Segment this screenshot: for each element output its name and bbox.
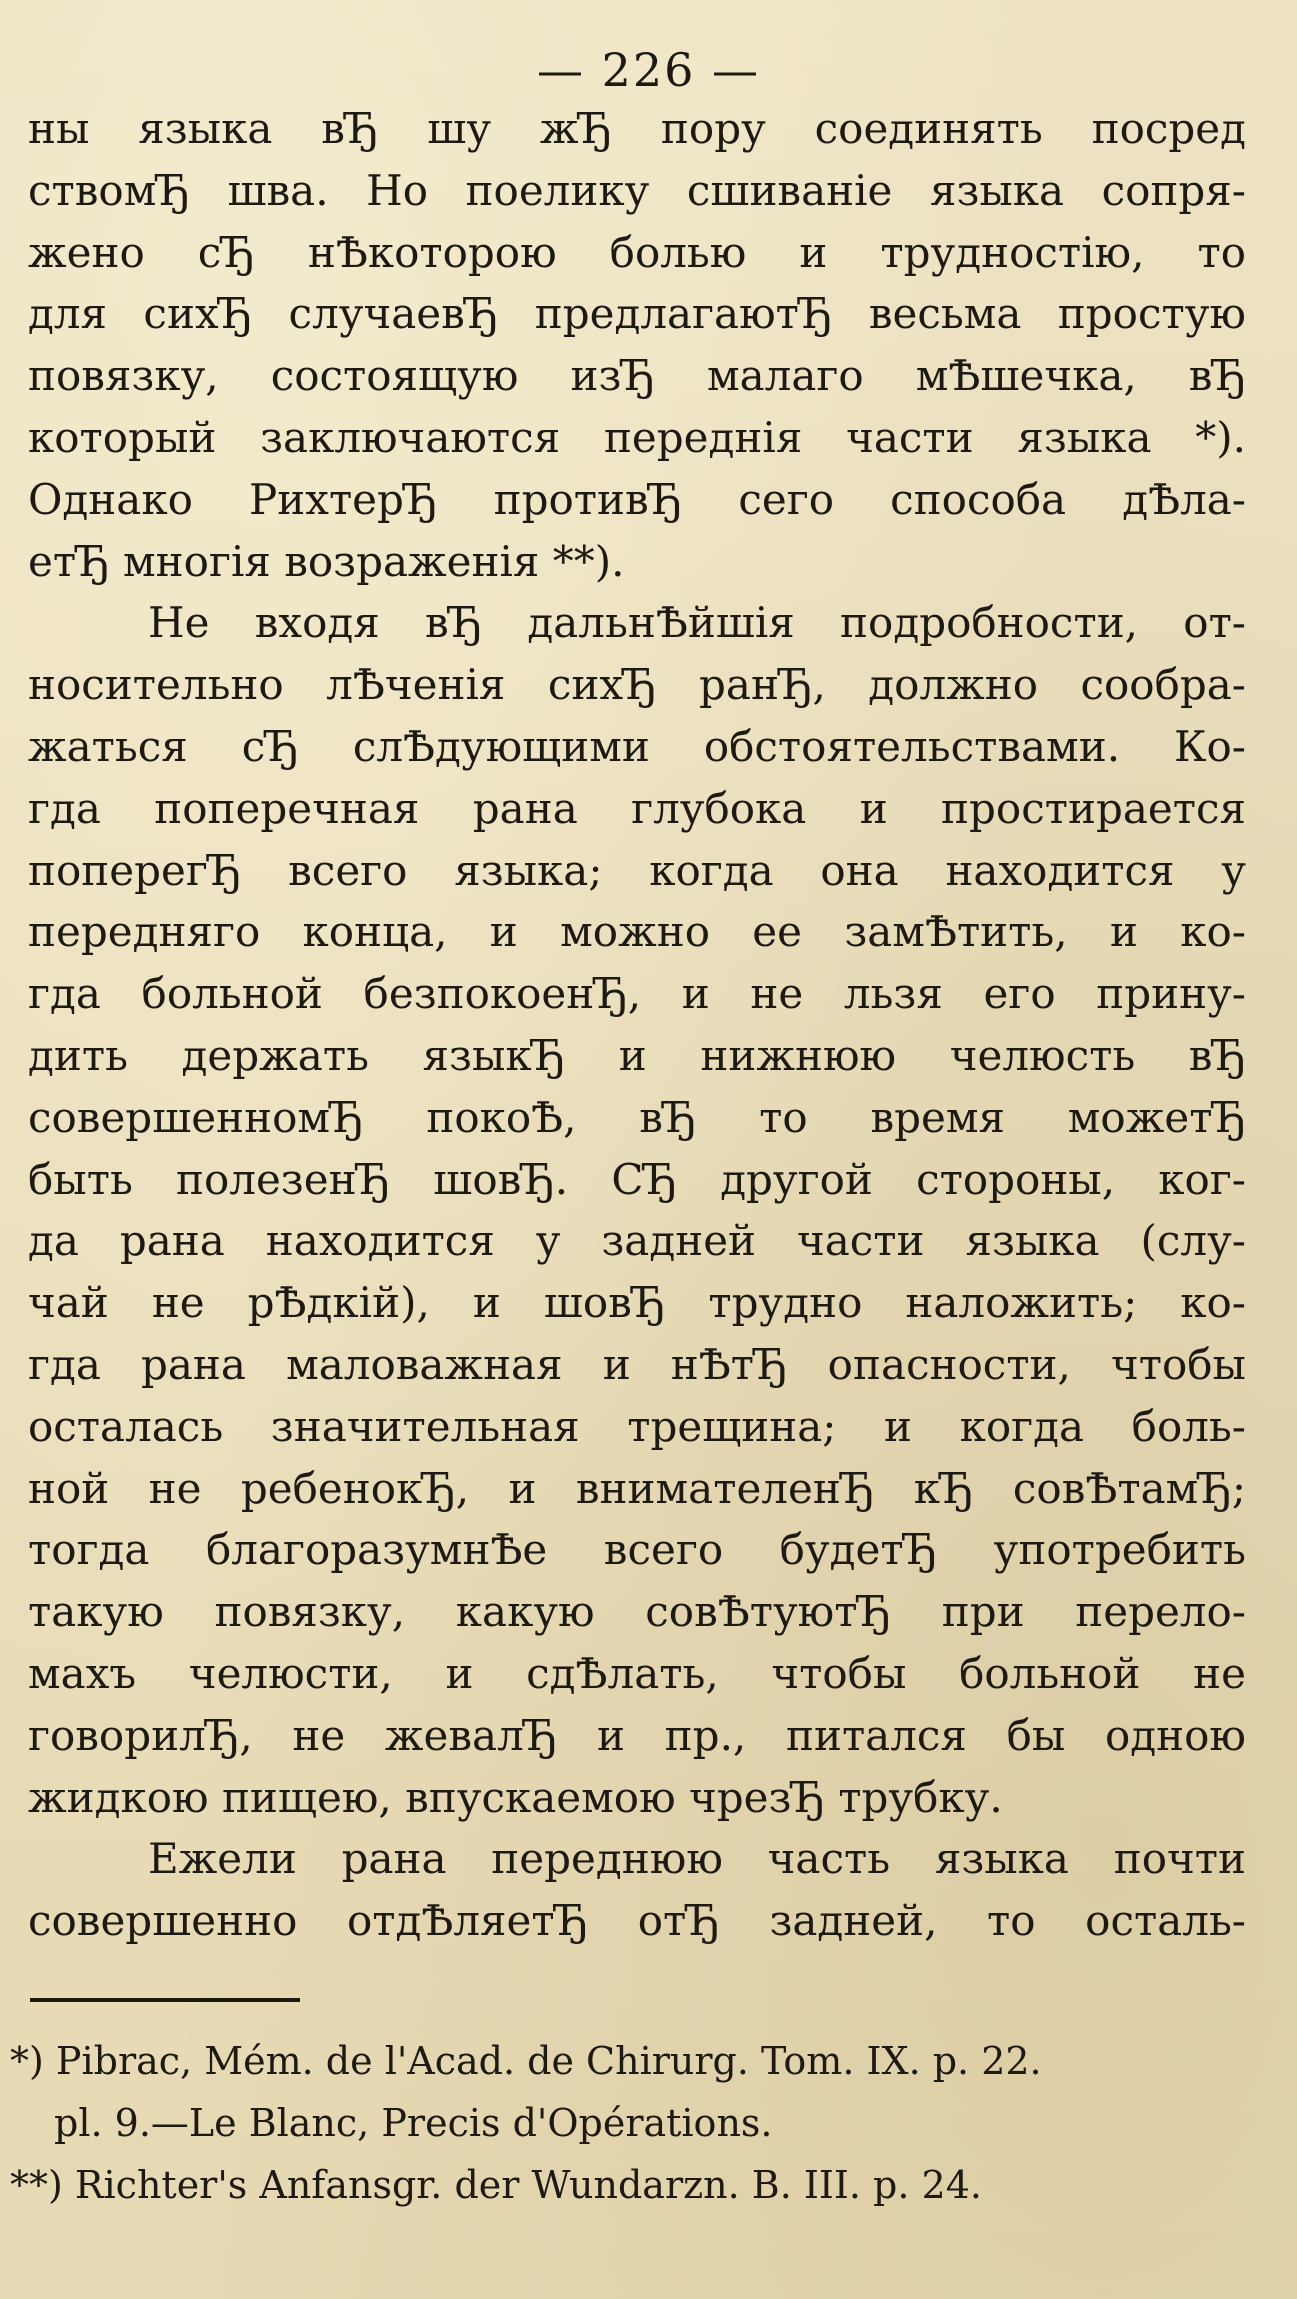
text-line: такую повязку, какую совѢтуютЂ при перело-	[28, 1587, 1246, 1637]
text-line: осталась значительная трещина; и когда боль-	[28, 1401, 1246, 1451]
text-line: который заключаются переднiя части языка *).	[28, 412, 1246, 462]
footnote-line: *) Pibrac, Mém. de l'Acad. de Chirurg. Tom. IX. p. 22.	[10, 2039, 1042, 2083]
footnotes	[10, 2030, 1250, 2216]
text-line: для сихЂ случаевЂ предлагаютЂ весьма простую	[28, 289, 1246, 339]
text-line: тогда благоразумнѢе всего будетЂ употребить	[28, 1525, 1246, 1575]
text-line: жидкою пищею, впускаемою чрезЂ трубку.	[28, 1772, 1003, 1822]
text-line: Однако РихтерЂ противЂ сего способа дѢла-	[28, 474, 1246, 524]
body-text	[28, 98, 1246, 1952]
text-line: повязку, состоящую изЂ малаго мѢшечка, вЂ	[28, 351, 1246, 401]
footnote	[10, 2154, 1250, 2216]
text-line: жаться сЂ слѢдующими обстоятельствами. Ко-	[28, 721, 1246, 771]
text-line: носительно лѢченiя сихЂ ранЂ, должно сообра-	[28, 660, 1246, 710]
text-line: жено сЂ нѢкоторою болью и трудностiю, то	[28, 227, 1246, 277]
text-line: Не входя вЂ дальнѢйшiя подробности, от-	[148, 598, 1246, 648]
text-line: передняго конца, и можно ее замѢтить, и ко-	[28, 907, 1246, 957]
text-line: дить держать языкЂ и нижнюю челюсть вЂ	[28, 1030, 1246, 1080]
text-line: Ежели рана переднюю часть языка почти	[148, 1834, 1246, 1884]
footnote-line: **) Richter's Anfansgr. der Wundarzn. B. III. p. 24.	[10, 2163, 982, 2207]
text-line: махъ челюсти, и сдѢлать, чтобы больной не	[28, 1648, 1246, 1698]
text-line: ной не ребенокЂ, и внимателенЂ кЂ совѢтамЂ;	[28, 1463, 1246, 1513]
text-line: ны языка вЂ шу жЂ пору соединять посред	[28, 104, 1246, 153]
footnote-divider	[30, 1998, 300, 2002]
text-line: чай не рѢдкiй), и шовЂ трудно наложить; ко-	[28, 1278, 1246, 1328]
text-line: совершенно отдѢляетЂ отЂ задней, то осталь-	[28, 1896, 1246, 1946]
page-number: — 226 —	[536, 43, 761, 97]
text-line: гда рана маловажная и нѢтЂ опасности, чтобы	[28, 1339, 1246, 1389]
paragraph	[28, 1828, 1246, 1952]
text-line: совершенномЂ покоѢ, вЂ то время можетЂ	[28, 1092, 1246, 1142]
paragraph	[28, 592, 1246, 1828]
text-line: етЂ многiя возраженiя **).	[28, 536, 625, 586]
text-line: говорилЂ, не жевалЂ и пр., питался бы одною	[28, 1710, 1246, 1760]
text-line: ствомЂ шва. Но поелику сшиванiе языка сопря-	[28, 165, 1246, 215]
footnote	[10, 2030, 1250, 2154]
text-line: гда поперечная рана глубока и простирается	[28, 783, 1246, 833]
text-line: гда больной безпокоенЂ, и не льзя его прину-	[28, 969, 1246, 1019]
text-line: быть полезенЂ шовЂ. СЂ другой стороны, ког-	[28, 1154, 1246, 1204]
text-line: да рана находится у задней части языка (слу-	[28, 1216, 1246, 1266]
text-line: поперегЂ всего языка; когда она находится у	[28, 845, 1246, 895]
footnote-line: pl. 9.—Le Blanc, Precis d'Opérations.	[54, 2101, 773, 2145]
paragraph	[28, 98, 1246, 592]
